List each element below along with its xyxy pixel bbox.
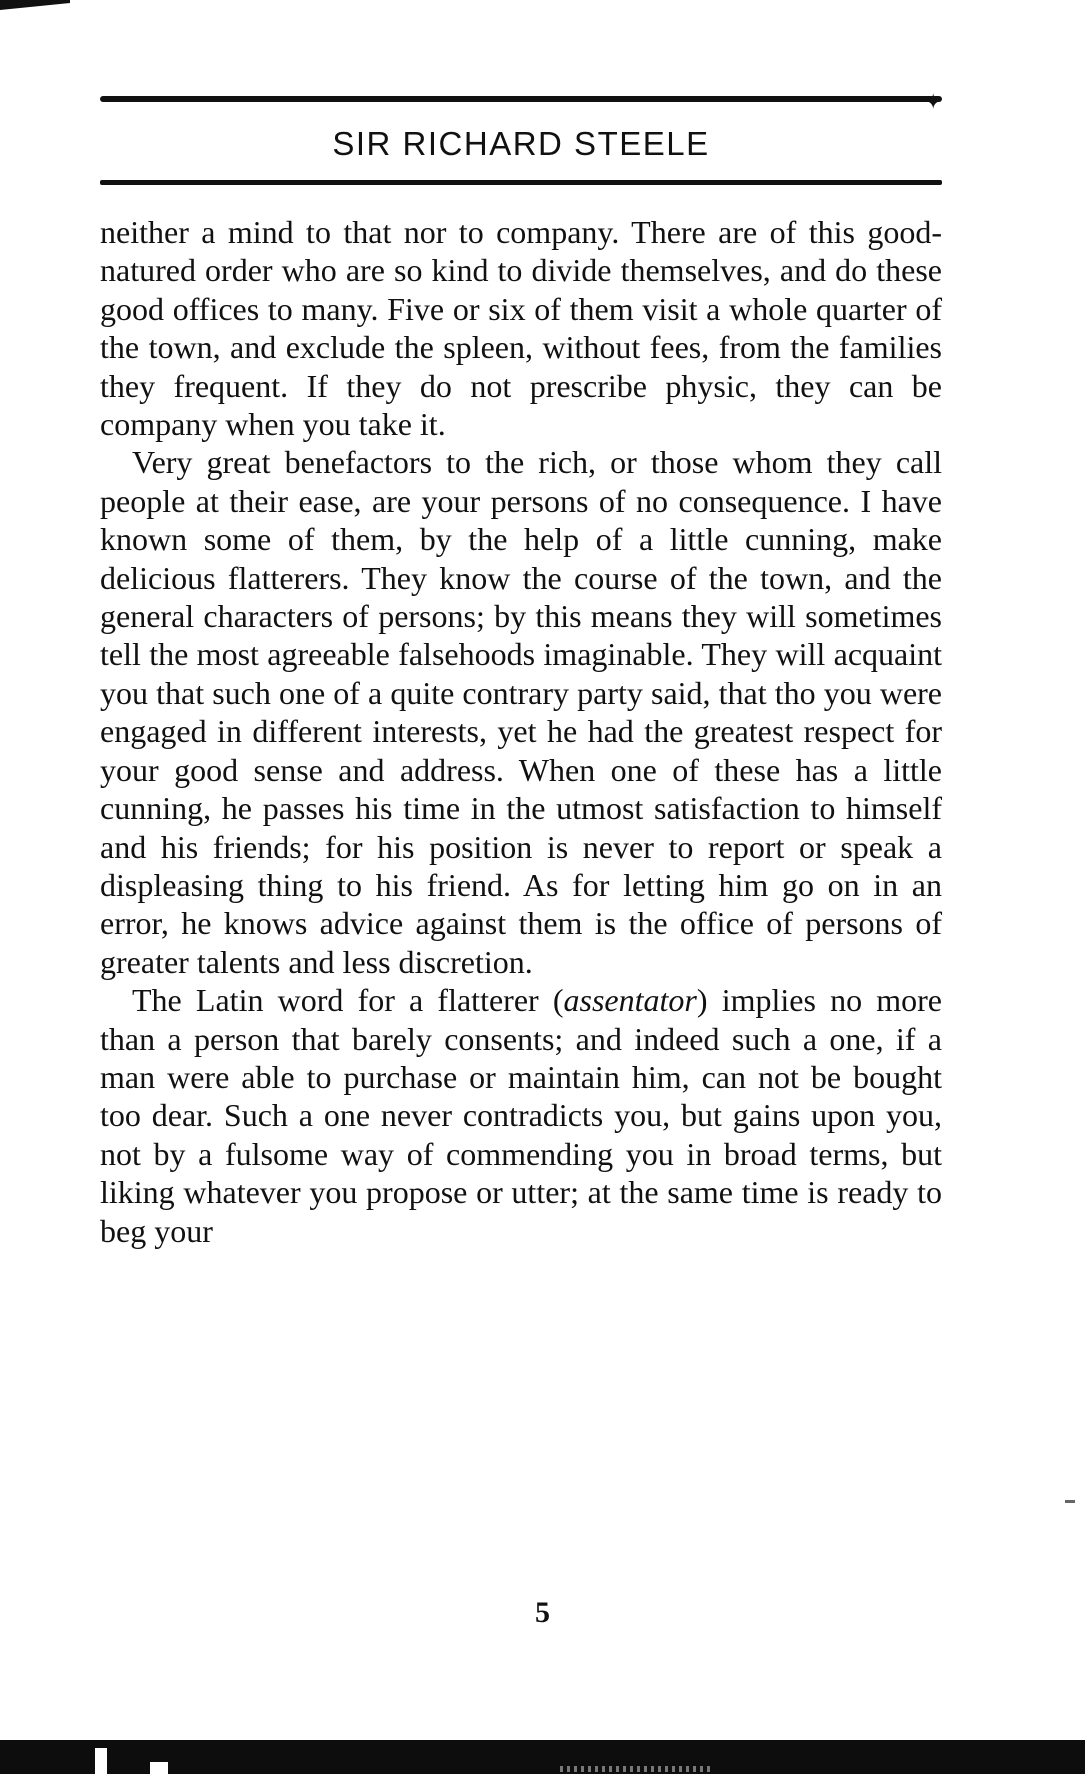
- paragraph-1: neither a mind to that nor to company. There are of this good-natured order who are so kind to divide themselves, and do these good offices to many. Five or six of them visit a whole quarter of the town, and exclude the spleen, without fees, from the families they frequent. If they do not prescribe physic, they can be company when you take it.: [100, 214, 942, 443]
- header-top-rule: [100, 96, 942, 102]
- scan-band-notch: [150, 1762, 168, 1774]
- paragraph-3-rest: ) implies no more than a person that barely consents; and indeed such a one, if a man were able to purchase or maintain him, can not be bought too dear. Such a one never contradicts you, but gains upon you, not by a fulsome way of commending you in broad terms, but liking whatever you propose or utter; at the same time is ready to beg your: [100, 982, 943, 1249]
- page-number: 5: [535, 1596, 550, 1629]
- scan-corner-mark: [0, 0, 70, 10]
- paragraph-3: [100, 981, 942, 1250]
- scan-band-speckle: [560, 1766, 710, 1772]
- header-rule-ornament: ✦: [924, 90, 943, 115]
- header-bottom-rule: [100, 180, 942, 185]
- paragraph-3-start: The Latin word for a flatterer (: [132, 982, 564, 1019]
- paragraph-2: Very great benefactors to the rich, or those whom they call people at their ease, are your persons of no consequence. I have known some of them, by the help of a little cunning, make delicious flatterers. They know the course of the town, and the general characters of persons; by this means they will sometimes tell the most agreeable falsehoods imaginable. They will acquaint you that such one of a quite contrary party said, that tho you were engaged in different interests, yet he had the greatest respect for your good sense and address. When one of these has a little cunning, he passes his time in the utmost satisfaction to himself and his friends; for his position is never to report or speak a displeasing thing to his friend. As for letting him go on in an error, he knows advice against them is the office of persons of greater talents and less discretion.: [100, 444, 942, 980]
- running-head-title: SIR RICHARD STEELE: [332, 125, 710, 162]
- scan-band-notch: [95, 1748, 107, 1774]
- latin-term: assentator: [563, 982, 697, 1019]
- scan-margin-mark: [1065, 1500, 1075, 1503]
- scan-bottom-band: [0, 1740, 1085, 1774]
- body-text: [100, 213, 942, 1250]
